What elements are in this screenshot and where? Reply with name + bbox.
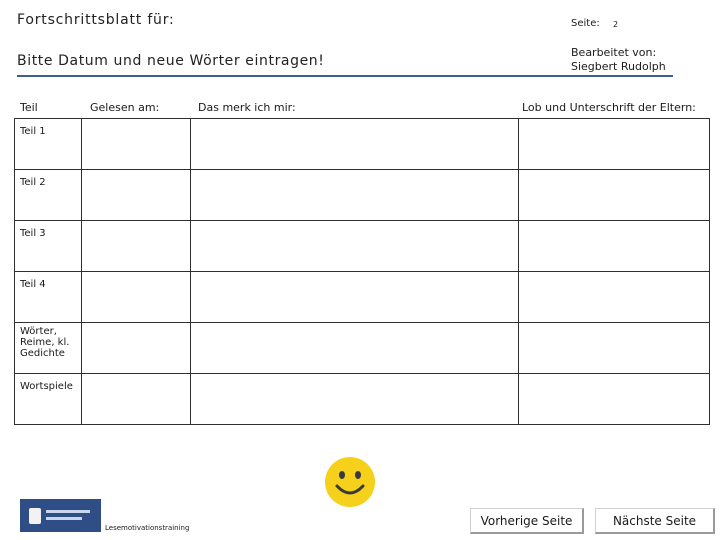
notes-cell[interactable] [191, 374, 519, 425]
column-header-merk: Das merk ich mir: [198, 101, 296, 114]
author-block [571, 46, 666, 74]
signature-cell[interactable] [519, 323, 710, 374]
instruction-text: Bitte Datum und neue Wörter eintragen! [17, 53, 325, 69]
table-row [15, 170, 710, 221]
page-title: Fortschrittsblatt für: [17, 12, 175, 28]
signature-cell[interactable] [519, 119, 710, 170]
notes-cell[interactable] [191, 272, 519, 323]
school-logo-icon [20, 499, 101, 532]
author-line-2: Siegbert Rudolph [571, 60, 666, 73]
signature-cell[interactable] [519, 272, 710, 323]
column-header-teil: Teil [20, 101, 38, 114]
progress-table [14, 118, 710, 425]
signature-cell[interactable] [519, 170, 710, 221]
date-cell[interactable] [82, 323, 191, 374]
smiley-face-icon [324, 456, 376, 508]
notes-cell[interactable] [191, 323, 519, 374]
notes-cell[interactable] [191, 119, 519, 170]
row-label: Teil 3 [15, 221, 82, 272]
date-cell[interactable] [82, 374, 191, 425]
signature-cell[interactable] [519, 221, 710, 272]
page-label: Seite: [571, 18, 600, 29]
table-row [15, 119, 710, 170]
notes-cell[interactable] [191, 170, 519, 221]
table-row [15, 323, 710, 374]
header-divider [17, 75, 673, 77]
table-row [15, 272, 710, 323]
table-row [15, 221, 710, 272]
column-header-lob: Lob und Unterschrift der Eltern: [522, 101, 696, 114]
row-label: Teil 4 [15, 272, 82, 323]
date-cell[interactable] [82, 119, 191, 170]
row-label: Wörter, Reime, kl. Gedichte [15, 323, 82, 374]
notes-cell[interactable] [191, 221, 519, 272]
date-cell[interactable] [82, 272, 191, 323]
row-label: Wortspiele [15, 374, 82, 425]
program-name: Lesemotivationstraining [105, 524, 190, 532]
row-label: Teil 2 [15, 170, 82, 221]
date-cell[interactable] [82, 170, 191, 221]
date-cell[interactable] [82, 221, 191, 272]
table-row [15, 374, 710, 425]
row-label: Teil 1 [15, 119, 82, 170]
previous-page-button[interactable]: Vorherige Seite [470, 508, 584, 534]
author-line-1: Bearbeitet von: [571, 46, 657, 59]
column-header-gelesen: Gelesen am: [90, 101, 160, 114]
page-number: 2 [613, 20, 619, 29]
signature-cell[interactable] [519, 374, 710, 425]
next-page-button[interactable]: Nächste Seite [595, 508, 715, 534]
